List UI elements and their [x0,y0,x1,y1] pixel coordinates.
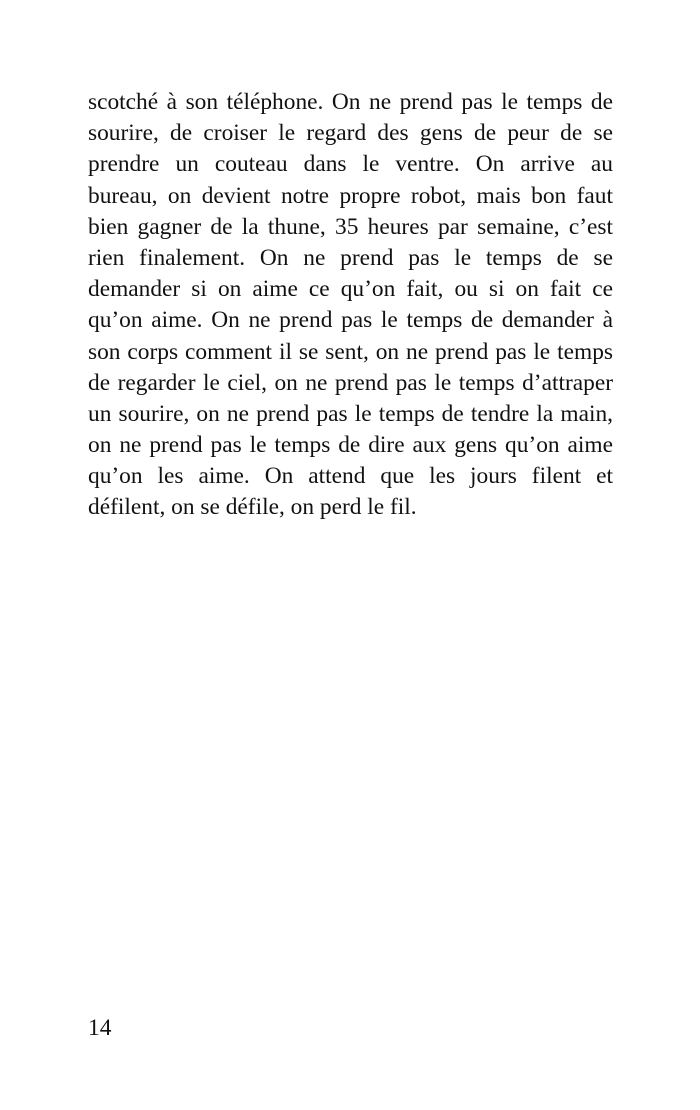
text-line [88,274,613,305]
text-line [88,87,613,118]
text-line-content: de regarder le ciel, on ne prend pas le temps d’attraper [88,369,613,396]
text-line [88,118,613,149]
text-line [88,337,613,368]
text-line-content: scotché à son téléphone. On ne prend pas le temps de [88,89,613,115]
text-line [88,461,613,492]
page-number: 14 [88,1015,112,1041]
text-line [88,399,613,430]
text-line-content: bien gagner de la thune, 35 heures par semaine, c’est [88,213,613,240]
text-line-content: bureau, on devient notre propre robot, mais bon faut [88,182,613,209]
text-line-content: demander si on aime ce qu’on fait, ou si on fait ce [88,276,613,303]
text-line-content: qu’on les aime. On attend que les jours filent et [88,463,613,490]
text-line-content: son corps comment il se sent, on ne prend pas le temps [88,338,613,365]
text-line-last [88,492,613,523]
text-line-content: on ne prend pas le temps de dire aux gens qu’on aime [88,432,613,459]
text-line [88,430,613,461]
text-line-content: sourire, de croiser le regard des gens de peur de se [88,120,613,147]
text-line [88,149,613,180]
text-line [88,212,613,243]
text-line [88,181,613,212]
text-line-content: rien finalement. On ne prend pas le temps de se [88,244,613,271]
text-line [88,368,613,399]
text-line-content: prendre un couteau dans le ventre. On arrive au [88,151,613,178]
text-line [88,243,613,274]
text-line [88,305,613,336]
text-line-content: qu’on aime. On ne prend pas le temps de demander à [88,307,613,334]
paragraph [88,87,613,524]
text-line-content: défilent, on se défile, on perd le fil. [88,494,417,521]
text-line-content: un sourire, on ne prend pas le temps de tendre la main, [88,400,613,427]
